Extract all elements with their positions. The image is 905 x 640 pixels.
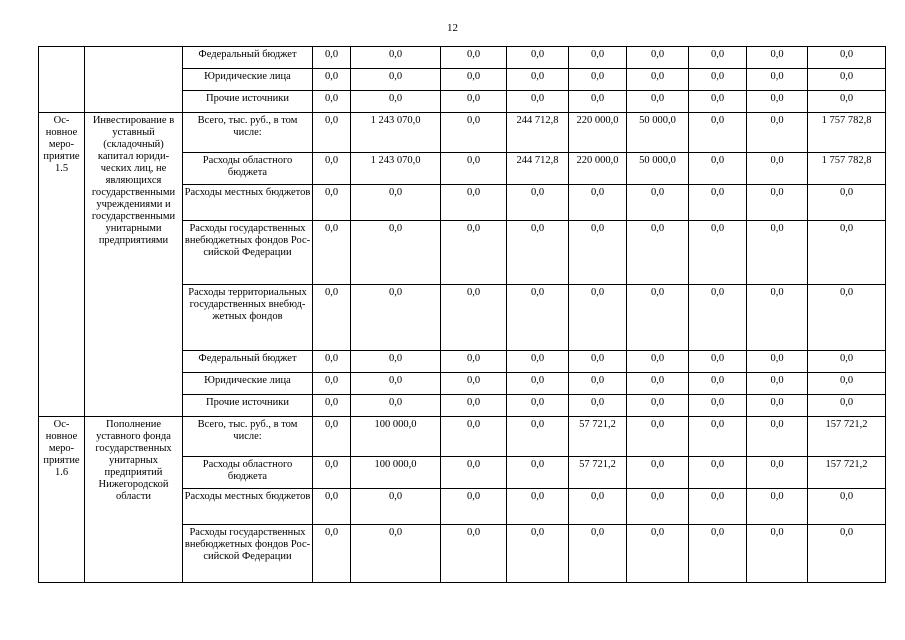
value-cell: 0,0 — [441, 351, 507, 373]
funding-source-cell: Всего, тыс. руб., в том числе: — [183, 417, 313, 457]
funding-source-cell: Расходы местных бюджетов — [183, 489, 313, 525]
value-cell: 0,0 — [569, 185, 627, 221]
value-cell: 0,0 — [507, 47, 569, 69]
value-cell: 0,0 — [627, 417, 689, 457]
budget-table — [38, 46, 886, 583]
value-cell: 0,0 — [441, 457, 507, 489]
value-cell: 0,0 — [627, 373, 689, 395]
value-cell: 0,0 — [569, 285, 627, 351]
empty-code-cell — [39, 47, 85, 113]
value-cell: 0,0 — [313, 525, 351, 583]
value-cell: 1 243 070,0 — [351, 113, 441, 153]
value-cell: 0,0 — [351, 373, 441, 395]
value-cell: 0,0 — [627, 47, 689, 69]
value-cell: 0,0 — [627, 457, 689, 489]
funding-source-cell: Федеральный бюджет — [183, 351, 313, 373]
value-cell: 0,0 — [747, 185, 808, 221]
value-cell: 0,0 — [689, 373, 747, 395]
funding-source-cell: Юридические лица — [183, 69, 313, 91]
value-cell: 0,0 — [747, 457, 808, 489]
value-cell: 0,0 — [689, 417, 747, 457]
value-cell: 0,0 — [747, 221, 808, 285]
value-cell: 220 000,0 — [569, 153, 627, 185]
value-cell: 0,0 — [569, 489, 627, 525]
value-cell: 0,0 — [351, 91, 441, 113]
value-cell: 0,0 — [507, 417, 569, 457]
value-cell: 0,0 — [507, 91, 569, 113]
value-cell: 1 757 782,8 — [808, 153, 886, 185]
value-cell: 0,0 — [441, 47, 507, 69]
page-number: 12 — [447, 22, 458, 34]
value-cell: 0,0 — [313, 47, 351, 69]
funding-source-cell: Расходы государственных внебюджетных фондов Российской Федерации — [183, 221, 313, 285]
value-cell: 0,0 — [808, 69, 886, 91]
value-cell: 0,0 — [627, 395, 689, 417]
measure-title-cell: Пополнение уставного фонда государственных унитарных предприятий Нижегородской области — [85, 417, 183, 583]
value-cell: 0,0 — [747, 285, 808, 351]
value-cell: 0,0 — [441, 221, 507, 285]
value-cell: 0,0 — [507, 489, 569, 525]
value-cell: 0,0 — [747, 395, 808, 417]
value-cell: 0,0 — [313, 373, 351, 395]
value-cell: 0,0 — [689, 285, 747, 351]
value-cell: 0,0 — [569, 69, 627, 91]
value-cell: 0,0 — [808, 91, 886, 113]
value-cell: 1 243 070,0 — [351, 153, 441, 185]
value-cell: 0,0 — [747, 525, 808, 583]
value-cell: 157 721,2 — [808, 457, 886, 489]
value-cell: 0,0 — [747, 351, 808, 373]
value-cell: 0,0 — [808, 47, 886, 69]
value-cell: 0,0 — [441, 285, 507, 351]
value-cell: 0,0 — [689, 91, 747, 113]
value-cell: 0,0 — [441, 69, 507, 91]
value-cell: 0,0 — [689, 525, 747, 583]
value-cell: 0,0 — [313, 91, 351, 113]
value-cell: 0,0 — [747, 47, 808, 69]
value-cell: 0,0 — [313, 69, 351, 91]
table-row — [39, 47, 886, 69]
value-cell: 0,0 — [627, 69, 689, 91]
value-cell: 0,0 — [351, 221, 441, 285]
value-cell: 0,0 — [507, 525, 569, 583]
funding-source-cell: Прочие источники — [183, 395, 313, 417]
value-cell: 0,0 — [351, 351, 441, 373]
value-cell: 0,0 — [747, 113, 808, 153]
value-cell: 0,0 — [689, 457, 747, 489]
value-cell: 0,0 — [313, 489, 351, 525]
value-cell: 0,0 — [689, 221, 747, 285]
value-cell: 50 000,0 — [627, 153, 689, 185]
value-cell: 0,0 — [569, 373, 627, 395]
value-cell: 0,0 — [313, 221, 351, 285]
value-cell: 0,0 — [808, 285, 886, 351]
value-cell: 0,0 — [747, 91, 808, 113]
value-cell: 0,0 — [627, 185, 689, 221]
value-cell: 0,0 — [747, 489, 808, 525]
measure-code-cell: Основное мероприятие 1.5 — [39, 113, 85, 417]
value-cell: 0,0 — [351, 525, 441, 583]
value-cell: 0,0 — [507, 351, 569, 373]
value-cell: 0,0 — [313, 185, 351, 221]
empty-title-cell — [85, 47, 183, 113]
value-cell: 0,0 — [441, 185, 507, 221]
value-cell: 157 721,2 — [808, 417, 886, 457]
value-cell: 0,0 — [747, 69, 808, 91]
value-cell: 0,0 — [313, 351, 351, 373]
value-cell: 0,0 — [627, 91, 689, 113]
value-cell: 0,0 — [441, 525, 507, 583]
value-cell: 0,0 — [441, 373, 507, 395]
value-cell: 0,0 — [351, 47, 441, 69]
value-cell: 0,0 — [351, 69, 441, 91]
value-cell: 0,0 — [747, 373, 808, 395]
value-cell: 0,0 — [507, 185, 569, 221]
value-cell: 0,0 — [313, 417, 351, 457]
value-cell: 0,0 — [627, 489, 689, 525]
value-cell: 0,0 — [747, 417, 808, 457]
value-cell: 0,0 — [313, 285, 351, 351]
funding-source-cell: Федеральный бюджет — [183, 47, 313, 69]
value-cell: 0,0 — [351, 185, 441, 221]
value-cell: 0,0 — [313, 457, 351, 489]
value-cell: 0,0 — [689, 113, 747, 153]
funding-source-cell: Прочие источники — [183, 91, 313, 113]
value-cell: 0,0 — [507, 373, 569, 395]
value-cell: 0,0 — [351, 489, 441, 525]
value-cell: 0,0 — [441, 113, 507, 153]
value-cell: 0,0 — [507, 221, 569, 285]
value-cell: 0,0 — [627, 351, 689, 373]
value-cell: 0,0 — [569, 221, 627, 285]
funding-source-cell: Юридические лица — [183, 373, 313, 395]
value-cell: 0,0 — [689, 153, 747, 185]
value-cell: 0,0 — [313, 395, 351, 417]
funding-source-cell: Расходы областного бюджета — [183, 457, 313, 489]
value-cell: 0,0 — [569, 395, 627, 417]
table-row — [39, 113, 886, 153]
value-cell: 0,0 — [569, 525, 627, 583]
value-cell: 244 712,8 — [507, 153, 569, 185]
funding-source-cell: Расходы государственных внебюджетных фондов Российской Федерации — [183, 525, 313, 583]
value-cell: 0,0 — [351, 285, 441, 351]
value-cell: 0,0 — [689, 47, 747, 69]
value-cell: 0,0 — [747, 153, 808, 185]
value-cell: 0,0 — [313, 153, 351, 185]
measure-title-cell: Инвестирование в уставный (складочный) капитал юридических лиц, не являющихся государственными учреждениями и государственными унитарными предприятиями — [85, 113, 183, 417]
value-cell: 1 757 782,8 — [808, 113, 886, 153]
value-cell: 0,0 — [689, 185, 747, 221]
value-cell: 0,0 — [808, 373, 886, 395]
value-cell: 100 000,0 — [351, 457, 441, 489]
value-cell: 0,0 — [569, 351, 627, 373]
value-cell: 0,0 — [507, 395, 569, 417]
value-cell: 0,0 — [808, 395, 886, 417]
value-cell: 50 000,0 — [627, 113, 689, 153]
value-cell: 0,0 — [627, 221, 689, 285]
value-cell: 244 712,8 — [507, 113, 569, 153]
value-cell: 0,0 — [441, 489, 507, 525]
value-cell: 57 721,2 — [569, 417, 627, 457]
value-cell: 0,0 — [507, 285, 569, 351]
value-cell: 0,0 — [808, 185, 886, 221]
value-cell: 0,0 — [808, 489, 886, 525]
value-cell: 0,0 — [507, 69, 569, 91]
value-cell: 0,0 — [441, 153, 507, 185]
value-cell: 0,0 — [689, 351, 747, 373]
value-cell: 0,0 — [627, 285, 689, 351]
table-row — [39, 417, 886, 457]
funding-source-cell: Расходы областного бюджета — [183, 153, 313, 185]
funding-source-cell: Расходы территориальных государственных внебюджетных фондов — [183, 285, 313, 351]
value-cell: 0,0 — [441, 417, 507, 457]
value-cell: 0,0 — [441, 395, 507, 417]
value-cell: 0,0 — [627, 525, 689, 583]
value-cell: 57 721,2 — [569, 457, 627, 489]
value-cell: 220 000,0 — [569, 113, 627, 153]
value-cell: 0,0 — [569, 47, 627, 69]
value-cell: 0,0 — [313, 113, 351, 153]
value-cell: 0,0 — [569, 91, 627, 113]
funding-source-cell: Расходы местных бюджетов — [183, 185, 313, 221]
value-cell: 0,0 — [507, 457, 569, 489]
value-cell: 100 000,0 — [351, 417, 441, 457]
value-cell: 0,0 — [808, 525, 886, 583]
value-cell: 0,0 — [689, 395, 747, 417]
value-cell: 0,0 — [351, 395, 441, 417]
funding-source-cell: Всего, тыс. руб., в том числе: — [183, 113, 313, 153]
value-cell: 0,0 — [808, 221, 886, 285]
measure-code-cell: Основное мероприятие 1.6 — [39, 417, 85, 583]
value-cell: 0,0 — [441, 91, 507, 113]
value-cell: 0,0 — [808, 351, 886, 373]
value-cell: 0,0 — [689, 489, 747, 525]
value-cell: 0,0 — [689, 69, 747, 91]
